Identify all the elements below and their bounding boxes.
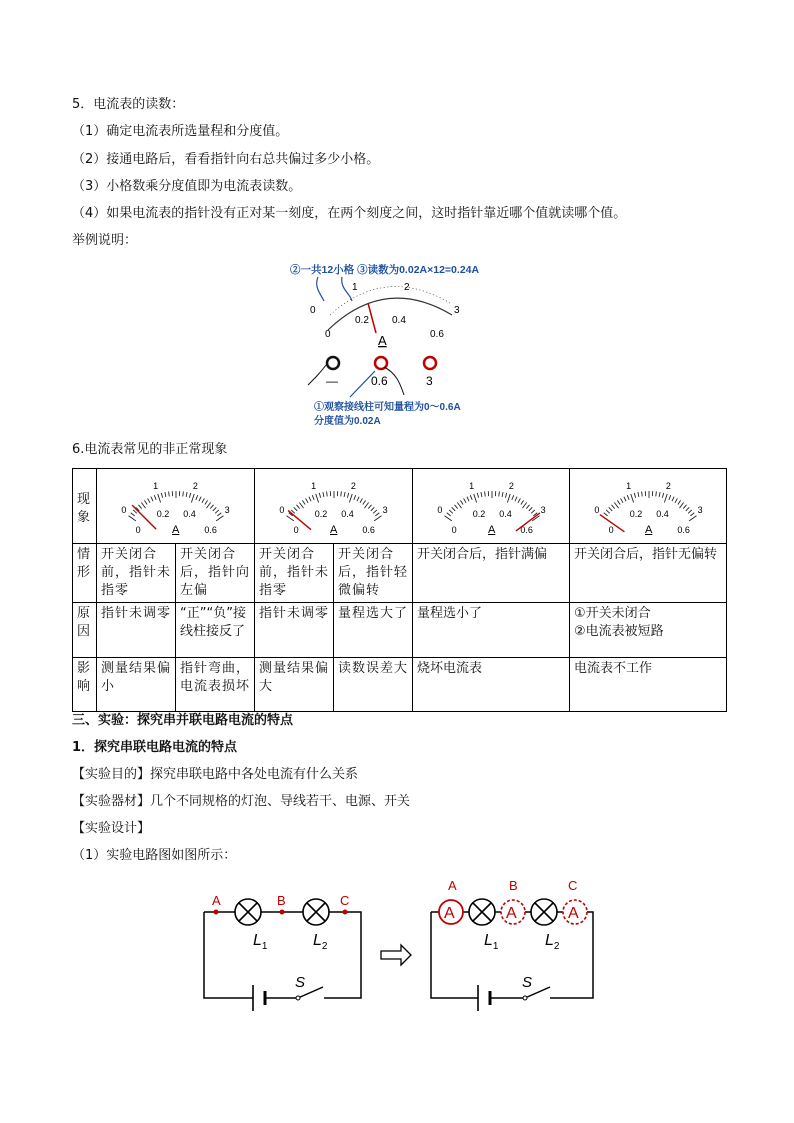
experiment-design-1: （1）实验电路图如图所示： xyxy=(72,848,237,863)
effect-2: 指针弯曲，电流表损坏 xyxy=(176,658,255,712)
cause-4: 量程选大了 xyxy=(334,603,413,658)
terminal-negative xyxy=(327,357,339,369)
upper-scale-label: 3 xyxy=(697,504,703,515)
lower-scale-label: 0 xyxy=(451,524,457,535)
upper-scale-label: 2 xyxy=(350,481,356,492)
situation-4: 开关闭合后，指针轻微偏转 xyxy=(334,544,413,603)
upper-scale-label: 1 xyxy=(153,481,159,492)
circuit-original xyxy=(204,893,361,1011)
lamp-icon xyxy=(235,899,261,925)
lamp1-label: $L_1$ xyxy=(484,932,499,952)
row-situation xyxy=(73,544,727,603)
circuit-with-ammeters xyxy=(431,878,593,1011)
lower-scale-label: 0.2 xyxy=(629,509,643,520)
scale-lower-3: 0.6 xyxy=(430,329,444,340)
lamp2-label: $L_2$ xyxy=(545,932,560,952)
upper-scale-label: 2 xyxy=(665,481,671,492)
scale-lower-2: 0.4 xyxy=(392,315,406,326)
meter-cell-3 xyxy=(413,469,570,544)
ammeter-a-label: A xyxy=(444,905,455,922)
lower-scale-label: 0.2 xyxy=(472,509,486,520)
scale-lower-1: 0.2 xyxy=(355,315,369,326)
ammeter-reading-figure xyxy=(280,255,510,430)
scale-upper-2: 2 xyxy=(404,282,410,293)
point-a: A xyxy=(212,893,221,908)
lamp-icon xyxy=(531,899,557,925)
lower-scale-label: 0.4 xyxy=(656,509,669,520)
transform-arrow-icon xyxy=(381,945,411,965)
meter-unit: A xyxy=(488,524,496,535)
effect-6: 电流表不工作 xyxy=(570,658,727,712)
sec5-step-1: （1）确定电流表所选量程和分度值。 xyxy=(72,124,289,139)
sec5-step-3: （3）小格数乘分度值即为电流表读数。 xyxy=(72,179,302,194)
header-phenomenon: 现 象 xyxy=(73,469,97,544)
lower-scale-label: 0.6 xyxy=(204,524,217,535)
figure-note-bottom-2: 分度值为0.02A xyxy=(314,416,381,427)
terminal-label-3: 3 xyxy=(426,374,433,388)
upper-scale-label: 1 xyxy=(311,481,317,492)
lower-scale-label: 0.4 xyxy=(183,509,196,520)
meter-icon xyxy=(417,471,567,535)
scale-upper-0: 0 xyxy=(310,305,316,316)
meter-unit: A xyxy=(172,524,180,535)
situation-5: 开关闭合后，指针满偏 xyxy=(413,544,570,603)
situation-6: 开关闭合后，指针无偏转 xyxy=(570,544,727,603)
sec6-title: 6.电流表常见的非正常现象 xyxy=(72,442,228,457)
cause-5: 量程选小了 xyxy=(413,603,570,658)
upper-scale-label: 1 xyxy=(626,481,632,492)
figure-note-top: ②一共12小格 ③读数为0.02A×12=0.24A xyxy=(290,264,480,276)
meter-unit: A xyxy=(330,524,338,535)
ammeter-c-label: A xyxy=(568,905,579,922)
header-situation: 情 形 xyxy=(73,544,97,603)
experiment-purpose: 【实验目的】探究串联电路中各处电流有什么关系 xyxy=(72,767,359,782)
meter-icon xyxy=(259,471,409,535)
terminal-3 xyxy=(424,357,436,369)
upper-scale-label: 2 xyxy=(192,481,198,492)
situation-1: 开关闭合前，指针未指零 xyxy=(97,544,176,603)
effect-1: 测量结果偏小 xyxy=(97,658,176,712)
cause-1: 指针未调零 xyxy=(97,603,176,658)
bracket-icon xyxy=(317,277,352,301)
meter-cell-4 xyxy=(570,469,727,544)
situation-2: 开关闭合后，指针向左偏 xyxy=(176,544,255,603)
lower-scale-label: 0 xyxy=(293,524,299,535)
upper-scale-label: 0 xyxy=(437,504,443,515)
point-b: B xyxy=(277,893,286,908)
lamp1-label: $L_1$ xyxy=(253,932,268,952)
effect-3: 测量结果偏大 xyxy=(255,658,334,712)
cause-6: ①开关未闭合 ②电流表被短路 xyxy=(570,603,727,658)
cause-3: 指针未调零 xyxy=(255,603,334,658)
meter-unit: A xyxy=(378,333,387,348)
point-a: A xyxy=(448,878,457,893)
scale-upper-3: 3 xyxy=(454,305,460,316)
sec5-step-4: （4）如果电流表的指针没有正对某一刻度，在两个刻度之间，这时指针靠近哪个值就读哪个值。 xyxy=(72,206,627,221)
meter-icon xyxy=(574,471,724,535)
scale-lower-0: 0 xyxy=(325,329,331,340)
lamp-icon xyxy=(303,899,329,925)
upper-scale-label: 3 xyxy=(540,504,546,515)
lower-scale-label: 0 xyxy=(135,524,141,535)
row-cause xyxy=(73,603,727,658)
point-c: C xyxy=(340,893,350,908)
lower-scale-label: 0.2 xyxy=(314,509,328,520)
lower-scale-label: 0.2 xyxy=(156,509,170,520)
meter-icon xyxy=(101,471,251,535)
situation-3: 开关闭合前，指针未指零 xyxy=(255,544,334,603)
sec5-step-2: （2）接通电路后，看看指针向右总共偏过多少小格。 xyxy=(72,152,380,167)
point-c: C xyxy=(568,878,578,893)
row-effect xyxy=(73,658,727,712)
lower-scale-label: 0 xyxy=(608,524,614,535)
switch-label: S xyxy=(522,974,533,991)
upper-scale-label: 0 xyxy=(594,504,600,515)
upper-scale-label: 0 xyxy=(121,504,127,515)
lower-scale-label: 0.6 xyxy=(362,524,375,535)
header-cause: 原 因 xyxy=(73,603,97,658)
pointer xyxy=(368,303,376,333)
switch-label: S xyxy=(295,974,306,991)
upper-scale-label: 1 xyxy=(469,481,475,492)
abnormal-phenomena-table xyxy=(72,468,727,712)
meter-unit: A xyxy=(645,524,653,535)
effect-4: 读数误差大 xyxy=(334,658,413,712)
pointer xyxy=(288,510,311,529)
terminal-label-0.6: 0.6 xyxy=(371,374,388,388)
experiment-design: 【实验设计】 xyxy=(72,821,151,836)
effect-5: 烧坏电流表 xyxy=(413,658,570,712)
row-phenomenon xyxy=(73,469,727,544)
meter-cell-1 xyxy=(97,469,255,544)
scale-arc xyxy=(328,287,452,330)
upper-scale-label: 2 xyxy=(508,481,514,492)
upper-scale-label: 3 xyxy=(224,504,230,515)
upper-scale-label: 0 xyxy=(279,504,285,515)
sec5-title: 5．电流表的读数： xyxy=(72,97,185,112)
terminal-label-neg: — xyxy=(326,374,338,388)
header-effect: 影 响 xyxy=(73,658,97,712)
scale-upper-1: 1 xyxy=(352,282,358,293)
cause-2: “正”“负”接线柱接反了 xyxy=(176,603,255,658)
sec3-sub1: 1．探究串联电路电流的特点 xyxy=(72,740,238,755)
lower-scale-label: 0.6 xyxy=(520,524,533,535)
point-b: B xyxy=(509,878,518,893)
meter-cell-2 xyxy=(255,469,413,544)
series-circuit-diagram xyxy=(195,875,605,1020)
lower-scale-label: 0.4 xyxy=(499,509,512,520)
ammeter-b-label: A xyxy=(506,905,517,922)
experiment-equipment: 【实验器材】几个不同规格的灯泡、导线若干、电源、开关 xyxy=(72,794,411,809)
lower-scale-label: 0.4 xyxy=(341,509,354,520)
figure-note-bottom-1: ①观察接线柱可知量程为0～0.6A xyxy=(314,402,461,413)
lamp2-label: $L_2$ xyxy=(313,932,328,952)
lower-scale-label: 0.6 xyxy=(677,524,690,535)
upper-scale-label: 3 xyxy=(382,504,388,515)
sec3-title: 三、实验：探究串并联电路电流的特点 xyxy=(72,713,294,728)
lamp-icon xyxy=(469,899,495,925)
example-label: 举例说明： xyxy=(72,233,138,248)
